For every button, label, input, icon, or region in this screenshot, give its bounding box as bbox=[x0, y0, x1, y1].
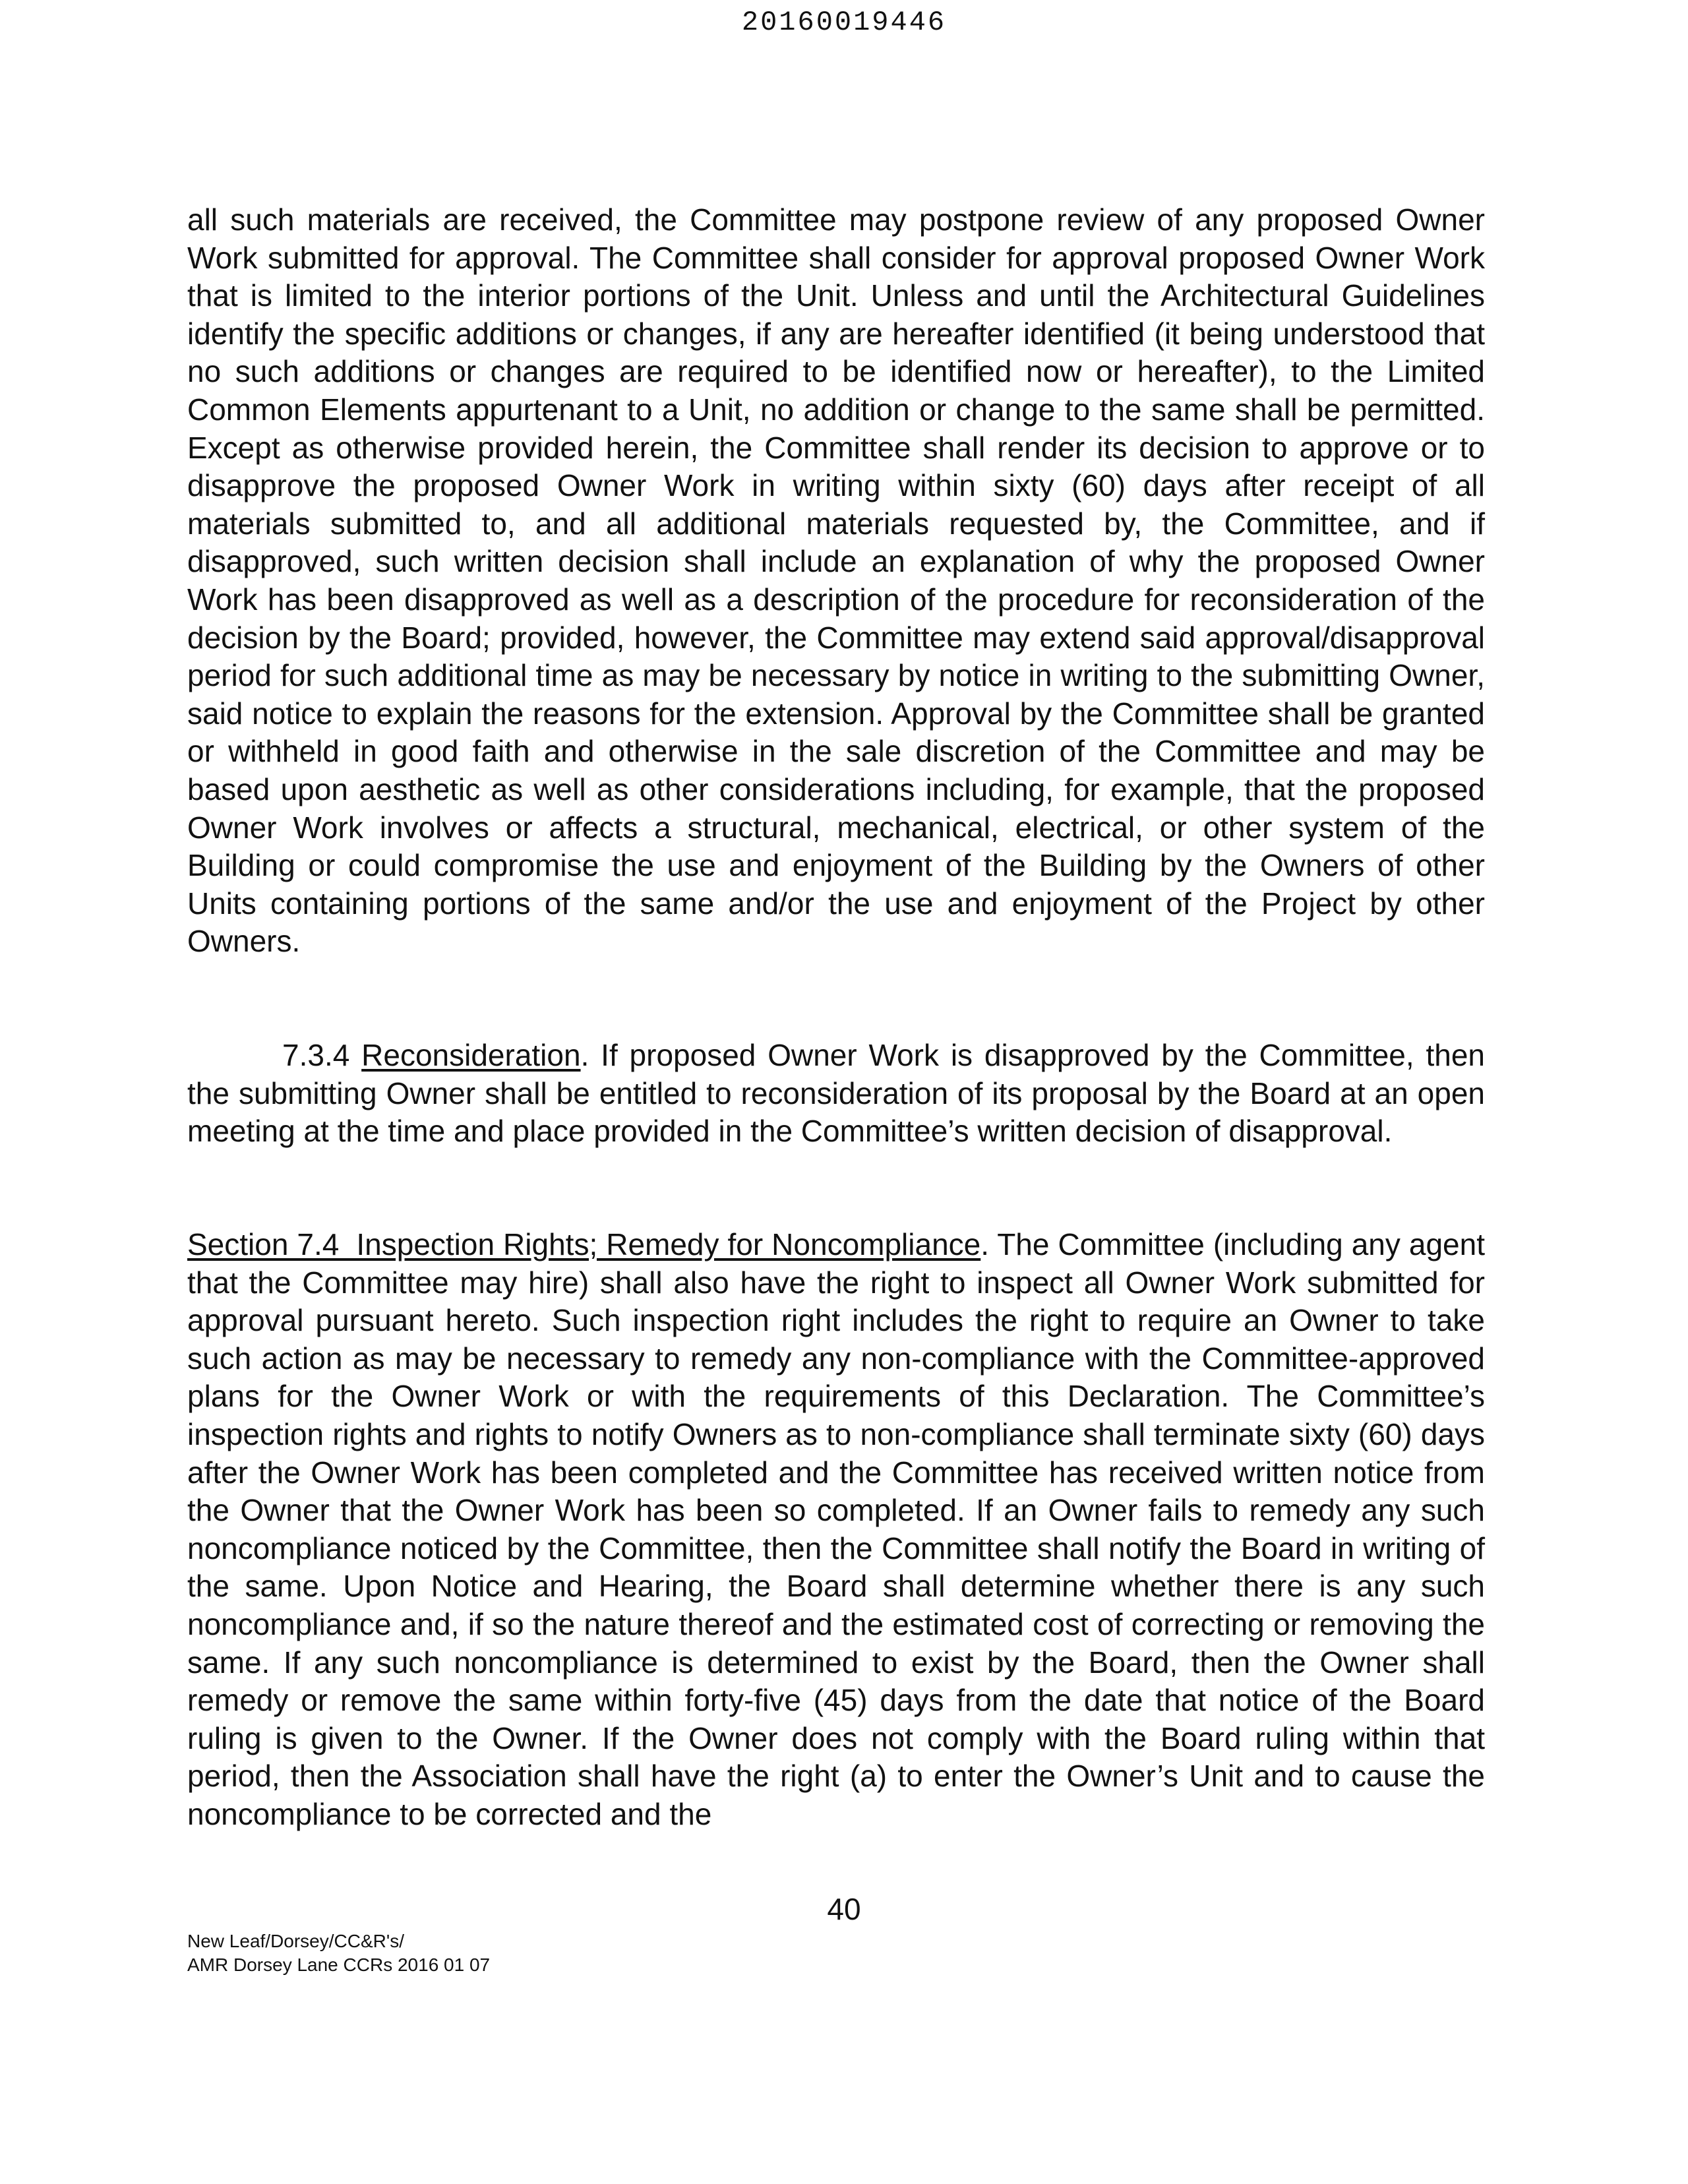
paragraph-continuation: all such materials are received, the Committee may postpone review of any proposed Owner Work submitted for approval. The Committee shall consider for approval proposed Owner Work that is limited to the interior portions of the Unit. Unless and until the Architectural Guidelines identify the specific additions or changes, if any are hereafter identified (it being understood that no such additions or changes are required to be identified now or hereafter), to the Limited Common Elements appurtenant to a Unit, no addition or change to the same shall be permitted. Except as otherwise provided herein, the Committee shall render its decision to approve or to disapprove the proposed Owner Work in writing within sixty (60) days after receipt of all materials submitted to, and all additional materials requested by, the Committee, and if disapproved, such written decision shall include an explanation of why the proposed Owner Work has been disapproved as well as a description of the procedure for reconsideration of the decision by the Board; provided, however, the Committee may extend said approval/disapproval period for such additional time as may be necessary by notice in writing to the submitting Owner, said notice to explain the reasons for the extension. Approval by the Committee shall be granted or withheld in good faith and otherwise in the sale discretion of the Committee and may be based upon aesthetic as well as other considerations including, for example, that the proposed Owner Work involves or affects a structural, mechanical, electrical, or other system of the Building or could compromise the use and enjoyment of the Building by the Owners of other Units containing portions of the same and/or the use and enjoyment of the Project by other Owners. bbox=[187, 202, 1485, 959]
section-number: 7.3.4 bbox=[282, 1038, 362, 1072]
section-heading: Reconsideration bbox=[361, 1038, 581, 1072]
section-text: . If proposed Owner Work is disapproved by the Committee, then the submitting Owner shall be entitled to reconsideration of its proposal by the Board at an open meeting at the time and place provided in the Committee’s written decision of disapproval. bbox=[187, 1038, 1485, 1149]
footer-file-name: AMR Dorsey Lane CCRs 2016 01 07 bbox=[187, 1955, 491, 1975]
section-7-4-paragraph bbox=[187, 1226, 1485, 1834]
document-number: 20160019446 bbox=[741, 7, 947, 38]
footer-file-path: New Leaf/Dorsey/CC&R's/ bbox=[187, 1931, 404, 1951]
section-7-3-4-paragraph bbox=[187, 1037, 1485, 1151]
section-heading: Section 7.4 Inspection Rights; Remedy for Noncompliance bbox=[187, 1227, 981, 1261]
page-number: 40 bbox=[827, 1892, 861, 1926]
section-text: . The Committee (including any agent that the Committee may hire) shall also have the right to inspect all Owner Work submitted for approval pursuant hereto. Such inspection right includes the right to require an Owner to take such action as may be necessary to remedy any non-compliance with the Committee-approved plans for the Owner Work or with the requirements of this Declaration. The Committee’s inspection rights and rights to notify Owners as to non-compliance shall terminate sixty (60) days after the Owner Work has been completed and the Committee has received written notice from the Owner that the Owner Work has been so completed. If an Owner fails to remedy any such noncompliance noticed by the Committee, then the Committee shall notify the Board in writing of the same. Upon Notice and Hearing, the Board shall determine whether there is any such noncompliance and, if so the nature thereof and the estimated cost of correcting or removing the same. If any such noncompliance is determined to exist by the Board, then the Owner shall remedy or remove the same within forty-five (45) days from the date that notice of the Board ruling is given to the Owner. If the Owner does not comply with the Board ruling within that period, then the Association shall have the right (a) to enter the Owner’s Unit and to cause the noncompliance to be corrected and the bbox=[187, 1227, 1486, 1831]
